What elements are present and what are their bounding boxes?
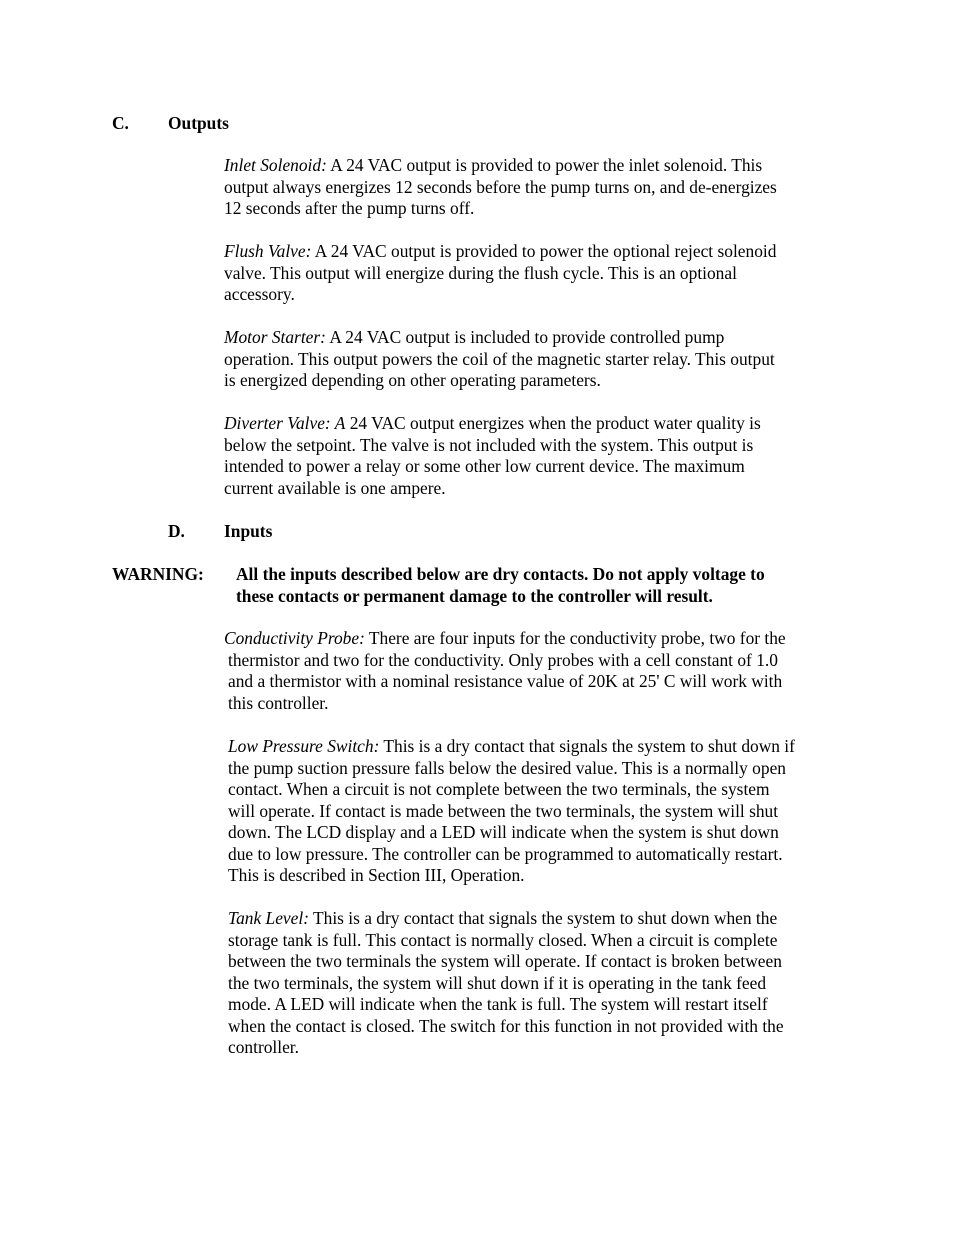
low-pressure-switch-line-4: will operate. If contact is made between the two terminals, the system will shut <box>228 800 779 821</box>
section-c-title: Outputs <box>168 113 229 133</box>
section-d-letter: D. <box>168 521 185 541</box>
low-pressure-switch-paragraph <box>228 736 795 887</box>
low-pressure-switch-line-7: This is described in Section III, Operation. <box>228 865 525 885</box>
low-pressure-switch-line-2: the pump suction pressure falls below the desired value. This is a normally open <box>228 757 786 778</box>
tank-level-line-3: between the two terminals the system will operate. If contact is broken between <box>228 951 782 971</box>
conductivity-probe-term: Conductivity Probe: <box>224 628 365 648</box>
conductivity-probe-line-1: There are four inputs for the conductivity probe, two for the <box>364 628 786 648</box>
diverter-valve-line-3: intended to power a relay or some other low current device. The maximum <box>224 456 745 476</box>
inlet-solenoid-line-3: 12 seconds after the pump turns off. <box>224 198 475 218</box>
warning-label: WARNING: <box>112 564 204 584</box>
motor-starter-line-2: operation. This output powers the coil of the magnetic starter relay. This output <box>224 348 775 369</box>
motor-starter-line-3: is energized depending on other operating parameters. <box>224 370 601 390</box>
warning-text <box>236 564 765 607</box>
inlet-solenoid-paragraph <box>224 155 777 220</box>
flush-valve-paragraph <box>224 241 776 306</box>
tank-level-line-2: storage tank is full. This contact is normally closed. When a circuit is complete <box>228 929 778 950</box>
tank-level-paragraph <box>228 908 784 1059</box>
conductivity-probe-line-4: this controller. <box>228 692 329 713</box>
warning-line-1: All the inputs described below are dry contacts. Do not apply voltage to <box>236 564 765 584</box>
tank-level-line-4: the two terminals, the system will shut down if it is operating in the tank feed <box>228 972 767 993</box>
tank-level-line-6: when the contact is closed. The switch for this function in not provided with the <box>228 1015 784 1036</box>
section-c-letter: C. <box>112 113 129 133</box>
inlet-solenoid-term: Inlet Solenoid: <box>224 155 327 175</box>
diverter-valve-term: Diverter Valve: A <box>224 413 346 433</box>
motor-starter-term: Motor Starter: <box>224 327 326 347</box>
flush-valve-line-3: accessory. <box>224 284 295 304</box>
diverter-valve-line-2: below the setpoint. The valve is not included with the system. This output is <box>224 434 754 455</box>
inlet-solenoid-line-2: output always energizes 12 seconds before the pump turns on, and de-energizes <box>224 176 777 197</box>
tank-level-line-5: mode. A LED will indicate when the tank is full. The system will restart itself <box>228 994 768 1014</box>
section-d-title: Inputs <box>224 521 273 541</box>
motor-starter-paragraph <box>224 327 775 392</box>
motor-starter-line-1: A 24 VAC output is included to provide controlled pump <box>325 327 725 347</box>
tank-level-line-1: This is a dry contact that signals the system to shut down when the <box>308 908 778 928</box>
low-pressure-switch-line-3: contact. When a circuit is not complete between the two terminals, the system <box>228 779 770 799</box>
tank-level-term: Tank Level: <box>228 908 309 928</box>
flush-valve-line-1: A 24 VAC output is provided to power the optional reject solenoid <box>311 241 777 261</box>
diverter-valve-paragraph <box>224 413 761 499</box>
diverter-valve-line-1: 24 VAC output energizes when the product water quality is <box>345 413 761 433</box>
flush-valve-line-2: valve. This output will energize during the flush cycle. This is an optional <box>224 262 737 283</box>
tank-level-line-7: controller. <box>228 1037 299 1057</box>
low-pressure-switch-line-5: down. The LCD display and a LED will indicate when the system is shut down <box>228 822 779 842</box>
low-pressure-switch-term: Low Pressure Switch: <box>228 736 380 756</box>
low-pressure-switch-line-6: due to low pressure. The controller can be programmed to automatically restart. <box>228 843 783 864</box>
conductivity-probe-line-3: and a thermistor with a nominal resistance value of 20K at 25' C will work with <box>228 671 783 691</box>
conductivity-probe-paragraph <box>224 628 786 714</box>
low-pressure-switch-line-1: This is a dry contact that signals the system to shut down if <box>379 736 795 756</box>
conductivity-probe-line-2: thermistor and two for the conductivity. Only probes with a cell constant of 1.0 <box>228 649 778 670</box>
inlet-solenoid-line-1: A 24 VAC output is provided to power the inlet solenoid. This <box>326 155 763 175</box>
warning-line-2: these contacts or permanent damage to the controller will result. <box>236 585 713 606</box>
diverter-valve-line-4: current available is one ampere. <box>224 477 446 498</box>
flush-valve-term: Flush Valve: <box>224 241 312 261</box>
